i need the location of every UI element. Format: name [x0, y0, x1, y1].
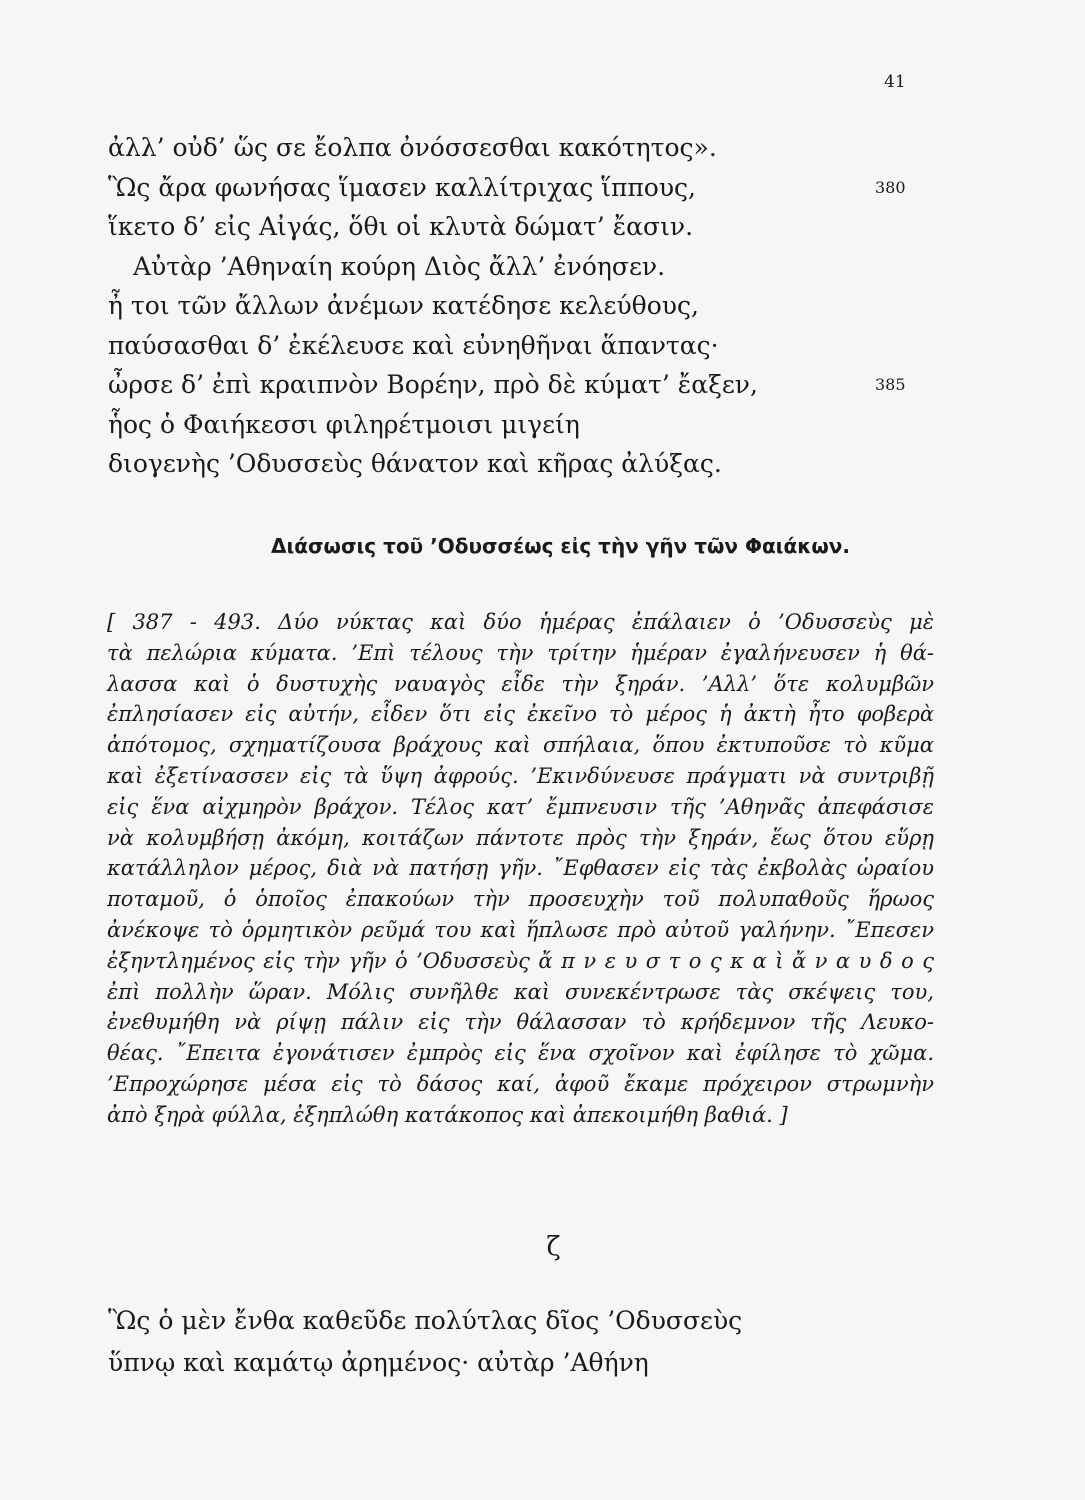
summary-line: εἰς ἕνα αἰχμηρὸν βράχον. Τέλος κατ’ ἔμπνευσιν τῆς ’Αθηνᾶς ἀπεφάσισε — [107, 794, 934, 819]
section-heading: Διάσωσις τοῦ ’Οδυσσέως εἰς τὴν γῆν τῶν Φαιάκων. — [270, 534, 851, 558]
verse-text: ἀλλ’ οὐδ’ ὥς σε ἔολπα ὀνόσσεσθαι κακότητος». — [108, 133, 717, 162]
verse-text: Ὣς ἄρα φωνήσας ἵμασεν καλλίτριχας ἵππους, — [108, 172, 697, 202]
verse-line — [108, 326, 938, 366]
summary-line: κατάλληλον μέρος, διὰ νὰ πατήσῃ γῆν. ῎Εφθασεν εἰς τὰς ἐκβολὰς ὡραίου — [107, 856, 934, 881]
verse-block-book-z — [108, 1300, 938, 1384]
verse-text: ἧος ὁ Φαιήκεσσι φιληρέτμοισι μιγείη — [108, 409, 580, 439]
verse-text: διογενὴς ’Οδυσσεὺς θάνατον καὶ κῆρας ἀλύξας. — [108, 449, 722, 478]
verse-text: ὦρσε δ’ ἐπὶ κραιπνὸν Βορέην, πρὸ δὲ κύματ’ ἔαξεν, — [108, 370, 758, 399]
verse-block-book-e — [108, 128, 938, 484]
verse-line — [108, 1300, 938, 1342]
verse-text: Αὐτὰρ ’Αθηναίη κούρη Διὸς ἄλλ’ ἐνόησεν. — [133, 251, 666, 281]
verse-line — [108, 128, 938, 168]
verse-text: Ὣς ὁ μὲν ἔνθα καθεῦδε πολύτλας δῖος ’Οδυσσεὺς — [108, 1306, 743, 1335]
summary-line: ἐνεθυμήθη νὰ ρίψῃ πάλιν εἰς τὴν θάλασσαν τὸ κρήδεμνον τῆς Λευκο- — [107, 1010, 934, 1035]
page-number: 41 — [884, 72, 906, 92]
summary-line: θέας. ῎Επειτα ἐγονάτισεν ἐμπρὸς εἰς ἕνα σχοῖνον καὶ ἐφίλησε τὸ χῶμα. — [107, 1041, 934, 1066]
book-letter: ζ — [546, 1232, 561, 1262]
verse-text: παύσασθαι δ’ ἐκέλευσε καὶ εὐνηθῆναι ἅπαντας· — [108, 330, 719, 360]
summary-line: ἐπὶ πολλὴν ὥραν. Μόλις συνῆλθε καὶ συνεκέντρωσε τὰς σκέψεις του, — [107, 979, 934, 1004]
verse-line — [108, 444, 938, 484]
summary-line: [ 387 - 493. Δύο νύκτας καὶ δύο ἡμέρας ἐπάλαιεν ὁ ’Οδυσσεὺς μὲ — [107, 610, 934, 634]
verse-line — [108, 1342, 938, 1384]
verse-line — [108, 286, 938, 326]
verse-line — [108, 247, 938, 287]
summary-line: ἀπὸ ξηρὰ φύλλα, ἐξηπλώθη κατάκοπος καὶ ἀπεκοιμήθη βαθιά. ] — [107, 1102, 788, 1127]
summary-line: ἀπότομος, σχηματίζουσα βράχους καὶ σπήλαια, ὅπου ἐκτυποῦσε τὸ κῦμα — [107, 733, 934, 758]
summary-line: ποταμοῦ, ὁ ὁποῖος ἐπακούων τὴν προσευχὴν τοῦ πολυπαθοῦς ἥρωος — [107, 887, 934, 912]
summary-line: νὰ κολυμβήσῃ ἀκόμη, κοιτάζων πάντοτε πρὸς τὴν ξηράν, ἕως ὅτου εὕρῃ — [107, 825, 934, 850]
summary-line: ἐξηντλημένος εἰς τὴν γῆν ὁ ’Οδυσσεὺς ἄ π ν ε υ σ τ ο ς κ α ὶ ἄ ν α υ δ ο ς — [107, 948, 934, 973]
verse-line — [108, 168, 938, 208]
verse-text: ἦ τοι τῶν ἄλλων ἀνέμων κατέδησε κελεύθους, — [108, 291, 699, 320]
line-number: 380 — [875, 177, 906, 197]
verse-line — [108, 405, 938, 445]
prose-summary — [107, 607, 934, 1131]
summary-line: καὶ ἐξετίνασσεν εἰς τὰ ὕψη ἀφρούς. ’Εκινδύνευσε πράγματι νὰ συντριβῇ — [107, 763, 934, 788]
verse-line — [108, 207, 938, 247]
verse-line — [108, 365, 938, 405]
summary-line: ἐπλησίασεν εἰς αὐτήν, εἶδεν ὅτι εἰς ἐκεῖνο τὸ μέρος ἡ ἀκτὴ ἦτο φοβερὰ — [107, 702, 934, 727]
summary-line: ἀνέκοψε τὸ ὁρμητικὸν ρεῦμά του καὶ ἥπλωσε πρὸ αὐτοῦ γαλήνην. ῎Επεσεν — [107, 917, 934, 942]
summary-line: λασσα καὶ ὁ δυστυχὴς ναυαγὸς εἶδε τὴν ξηράν. ’Αλλ’ ὅτε κολυμβῶν — [107, 671, 934, 696]
summary-line: ’Επροχώρησε μέσα εἰς τὸ δάσος καί, ἀφοῦ ἔκαμε πρόχειρον στρωμνὴν — [107, 1071, 934, 1096]
line-number: 385 — [875, 375, 906, 394]
verse-text: ἵκετο δ’ εἰς Αἰγάς, ὅθι οἱ κλυτὰ δώματ’ ἔασιν. — [108, 212, 694, 241]
summary-line: τὰ πελώρια κύματα. ’Επὶ τέλους τὴν τρίτην ἡμέραν ἐγαλήνευσεν ἡ θά- — [107, 640, 934, 665]
verse-text: ὕπνῳ καὶ καμάτῳ ἀρημένος· αὐτὰρ ’Αθήνη — [108, 1348, 649, 1377]
